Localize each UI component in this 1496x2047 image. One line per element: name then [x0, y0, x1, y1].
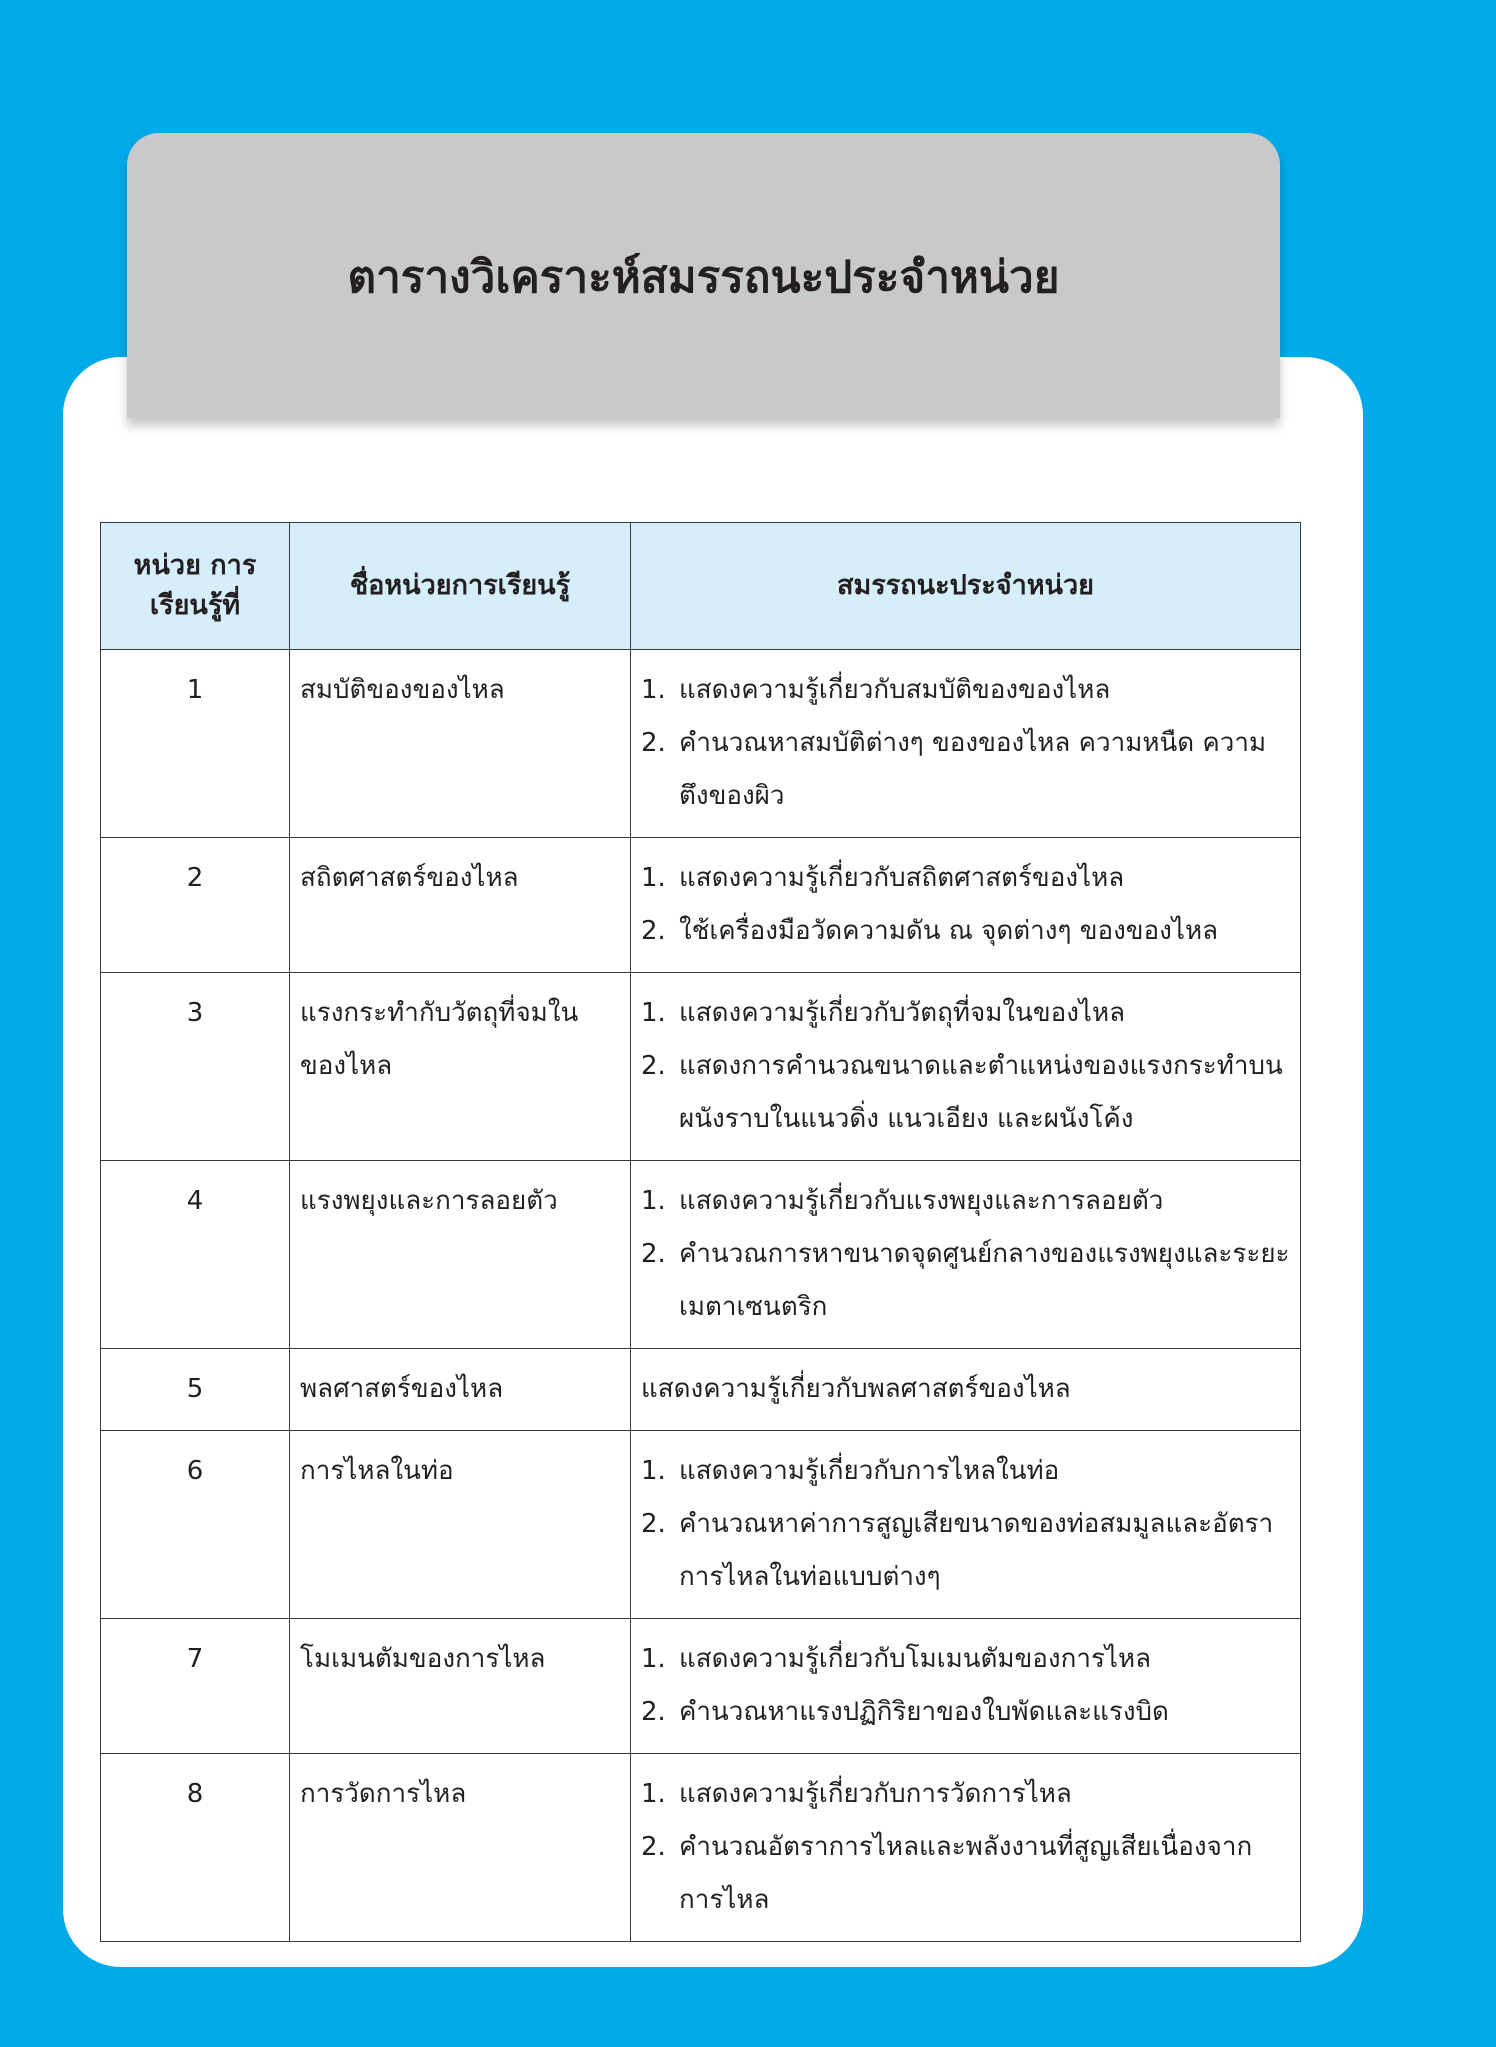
- competency-item: [641, 664, 1290, 717]
- table-body: [101, 650, 1301, 1942]
- unit-number: 6: [101, 1431, 290, 1619]
- competency-number: 2.: [641, 1832, 666, 1862]
- unit-competencies: [631, 1754, 1301, 1942]
- competency-number: 2.: [641, 728, 666, 758]
- unit-name: แรงพยุงและการลอยตัว: [290, 1161, 631, 1349]
- competency-number: 1.: [641, 1456, 666, 1486]
- competency-list: [641, 852, 1290, 958]
- table-row: [101, 838, 1301, 973]
- table-row: [101, 1161, 1301, 1349]
- unit-name: การไหลในท่อ: [290, 1431, 631, 1619]
- competency-table: [100, 522, 1301, 1942]
- competency-number: 2.: [641, 1239, 666, 1269]
- unit-number: 1: [101, 650, 290, 838]
- table-row: [101, 1349, 1301, 1431]
- header-competency: สมรรถนะประจำหน่วย: [631, 523, 1301, 650]
- competency-item: [641, 1768, 1290, 1821]
- unit-name: พลศาสตร์ของไหล: [290, 1349, 631, 1431]
- table-row: [101, 973, 1301, 1161]
- competency-number: 1.: [641, 863, 666, 893]
- competency-item: [641, 852, 1290, 905]
- competency-item: [641, 905, 1290, 958]
- competency-text: คำนวณอัตราการไหลและพลังงานที่สูญเสียเนื่องจากการไหล: [679, 1832, 1253, 1915]
- competency-item: [641, 1633, 1290, 1686]
- competency-text: แสดงความรู้เกี่ยวกับพลศาสตร์ของไหล: [641, 1374, 1071, 1404]
- competency-number: 1.: [641, 675, 666, 705]
- unit-competencies: [631, 1161, 1301, 1349]
- competency-text: แสดงความรู้เกี่ยวกับวัตถุที่จมในของไหล: [679, 998, 1126, 1028]
- competency-number: 1.: [641, 1644, 666, 1674]
- competency-list: [641, 1633, 1290, 1739]
- header-unit: หน่วย การเรียนรู้ที่: [101, 523, 290, 650]
- unit-competencies: [631, 1619, 1301, 1754]
- competency-text: แสดงความรู้เกี่ยวกับแรงพยุงและการลอยตัว: [679, 1186, 1164, 1216]
- table-row: [101, 1431, 1301, 1619]
- table-row: [101, 650, 1301, 838]
- unit-number: 4: [101, 1161, 290, 1349]
- unit-number: 3: [101, 973, 290, 1161]
- competency-number: 2.: [641, 1697, 666, 1727]
- competency-text: แสดงความรู้เกี่ยวกับสถิตศาสตร์ของไหล: [679, 863, 1125, 893]
- competency-item: [641, 1363, 1290, 1416]
- competency-item: [641, 1686, 1290, 1739]
- competency-number: 2.: [641, 916, 666, 946]
- unit-competencies: [631, 838, 1301, 973]
- unit-competencies: [631, 1349, 1301, 1431]
- unit-number: 8: [101, 1754, 290, 1942]
- competency-number: 1.: [641, 998, 666, 1028]
- competency-list: [641, 664, 1290, 823]
- unit-name: แรงกระทำกับวัตถุที่จมในของไหล: [290, 973, 631, 1161]
- competency-text: คำนวณหาสมบัติต่างๆ ของของไหล ความหนืด ความตึงของผิว: [679, 728, 1267, 811]
- competency-item: [641, 1175, 1290, 1228]
- unit-name: โมเมนตัมของการไหล: [290, 1619, 631, 1754]
- competency-text: คำนวณหาแรงปฏิกิริยาของใบพัดและแรงบิด: [679, 1697, 1169, 1727]
- competency-item: [641, 1445, 1290, 1498]
- unit-number: 7: [101, 1619, 290, 1754]
- competency-list: [641, 1363, 1290, 1416]
- unit-competencies: [631, 1431, 1301, 1619]
- unit-competencies: [631, 650, 1301, 838]
- unit-competencies: [631, 973, 1301, 1161]
- competency-list: [641, 1175, 1290, 1334]
- page-title: ตารางวิเคราะห์สมรรถนะประจำหน่วย: [347, 252, 1060, 303]
- competency-number: 1.: [641, 1779, 666, 1809]
- unit-number: 2: [101, 838, 290, 973]
- competency-text: คำนวณหาค่าการสูญเสียขนาดของท่อสมมูลและอัตราการไหลในท่อแบบต่างๆ: [679, 1509, 1274, 1592]
- competency-text: แสดงการคำนวณขนาดและตำแหน่งของแรงกระทำบนผนังราบในแนวดิ่ง แนวเอียง และผนังโค้ง: [679, 1051, 1283, 1134]
- competency-item: [641, 1228, 1290, 1334]
- unit-number: 5: [101, 1349, 290, 1431]
- competency-list: [641, 1768, 1290, 1927]
- competency-list: [641, 987, 1290, 1146]
- competency-number: 2.: [641, 1509, 666, 1539]
- competency-item: [641, 1040, 1290, 1146]
- competency-text: คำนวณการหาขนาดจุดศูนย์กลางของแรงพยุงและระยะเมตาเซนตริก: [679, 1239, 1290, 1322]
- table-row: [101, 1754, 1301, 1942]
- table-row: [101, 1619, 1301, 1754]
- competency-text: แสดงความรู้เกี่ยวกับการวัดการไหล: [679, 1779, 1072, 1809]
- competency-item: [641, 1498, 1290, 1604]
- competency-number: 1.: [641, 1186, 666, 1216]
- unit-name: สถิตศาสตร์ของไหล: [290, 838, 631, 973]
- competency-text: แสดงความรู้เกี่ยวกับโมเมนตัมของการไหล: [679, 1644, 1152, 1674]
- table-header-row: [101, 523, 1301, 650]
- header-unit-name: ชื่อหน่วยการเรียนรู้: [290, 523, 631, 650]
- competency-text: แสดงความรู้เกี่ยวกับสมบัติของของไหล: [679, 675, 1111, 705]
- competency-list: [641, 1445, 1290, 1604]
- competency-item: [641, 1821, 1290, 1927]
- competency-number: 2.: [641, 1051, 666, 1081]
- competency-item: [641, 987, 1290, 1040]
- competency-text: แสดงความรู้เกี่ยวกับการไหลในท่อ: [679, 1456, 1060, 1486]
- competency-item: [641, 717, 1290, 823]
- unit-name: สมบัติของของไหล: [290, 650, 631, 838]
- competency-text: ใช้เครื่องมือวัดความดัน ณ จุดต่างๆ ของของไหล: [679, 916, 1219, 946]
- unit-name: การวัดการไหล: [290, 1754, 631, 1942]
